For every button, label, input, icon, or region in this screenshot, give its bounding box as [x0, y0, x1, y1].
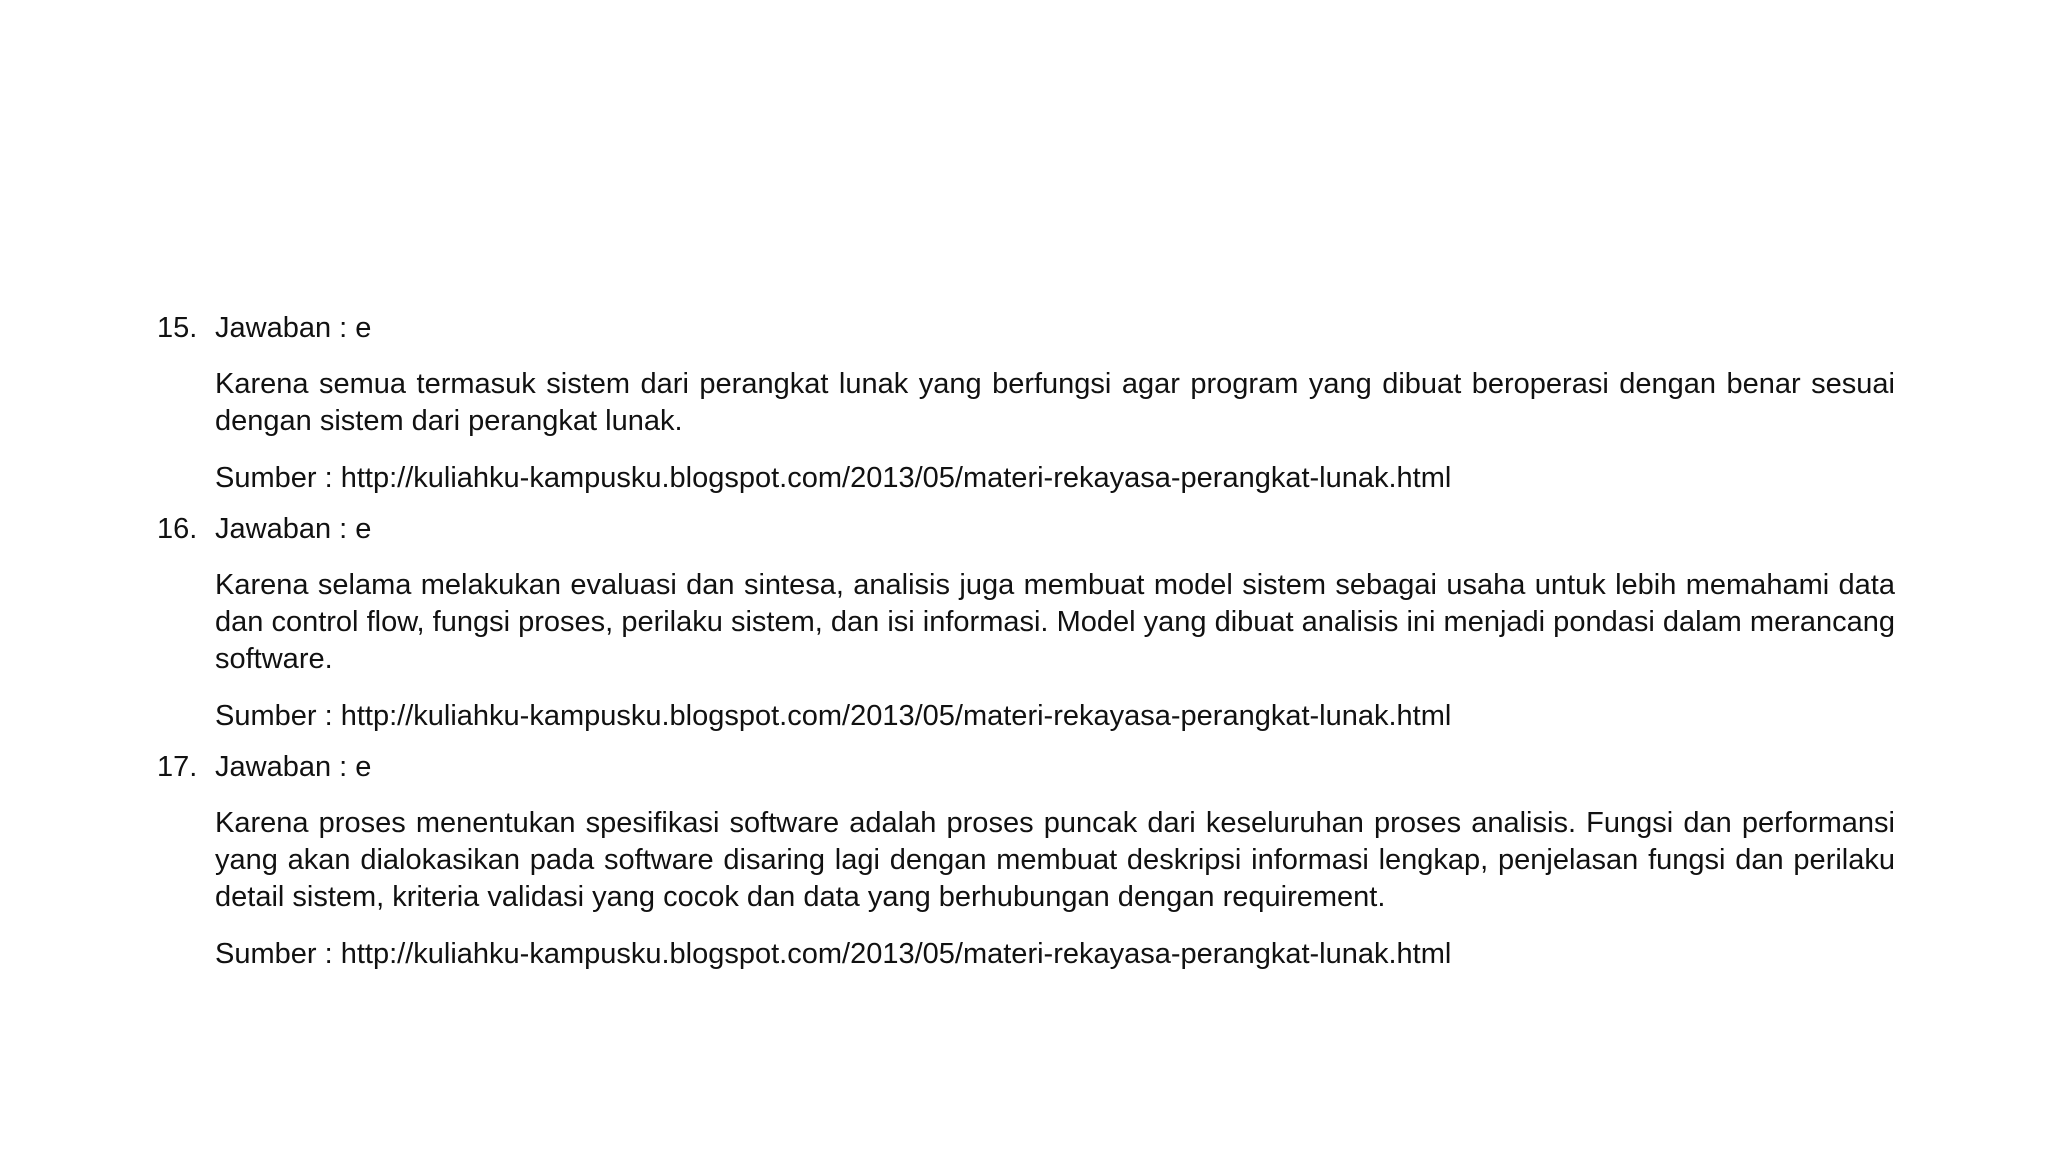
answer-reason: Karena semua termasuk sistem dari perangkat lunak yang berfungsi agar program yang dibuat beroperasi dengan benar sesuai dengan sistem dari perangkat lunak.: [215, 368, 1895, 437]
answer-label: Jawaban : e: [215, 513, 372, 545]
answer-label: Jawaban : e: [215, 312, 372, 344]
answer-item-16: [157, 511, 1907, 734]
answer-header: [157, 749, 1907, 785]
answer-source: Sumber : http://kuliahku-kampusku.blogspot.com/2013/05/materi-rekayasa-perangkat-lunak.html: [215, 462, 1452, 494]
answer-list: [157, 310, 1907, 987]
answer-number: 16.: [157, 513, 198, 545]
answer-header: [157, 511, 1907, 547]
answer-number: 15.: [157, 312, 198, 344]
answer-header: [157, 310, 1907, 346]
answer-source: Sumber : http://kuliahku-kampusku.blogspot.com/2013/05/materi-rekayasa-perangkat-lunak.html: [215, 700, 1452, 732]
answer-number: 17.: [157, 751, 198, 783]
answer-item-17: [157, 749, 1907, 972]
answer-label: Jawaban : e: [215, 751, 372, 783]
answer-source: Sumber : http://kuliahku-kampusku.blogspot.com/2013/05/materi-rekayasa-perangkat-lunak.html: [215, 938, 1452, 970]
answer-item-15: [157, 310, 1907, 496]
answer-reason: Karena selama melakukan evaluasi dan sintesa, analisis juga membuat model sistem sebagai usaha untuk lebih memahami data dan control flow, fungsi proses, perilaku sistem, dan isi informasi. Model yang dibuat analisis ini menjadi pondasi dalam merancang software.: [215, 569, 1895, 675]
answer-body: [215, 366, 1895, 496]
answer-body: [215, 805, 1895, 972]
answer-body: [215, 567, 1895, 734]
answer-reason: Karena proses menentukan spesifikasi software adalah proses puncak dari keseluruhan proses analisis. Fungsi dan performansi yang akan dialokasikan pada software disaring lagi dengan membuat deskripsi informasi lengkap, penjelasan fungsi dan perilaku detail sistem, kriteria validasi yang cocok dan data yang berhubungan dengan requirement.: [215, 807, 1895, 913]
